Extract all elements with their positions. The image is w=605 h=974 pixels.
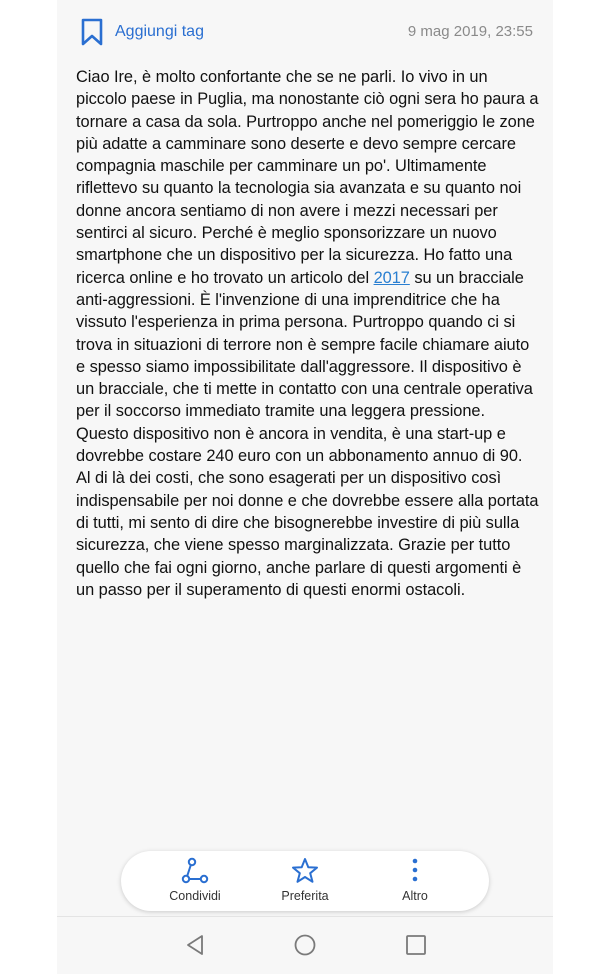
more-button[interactable] <box>365 851 465 911</box>
star-icon <box>290 857 320 885</box>
bookmark-icon <box>79 17 105 47</box>
share-button[interactable] <box>145 851 245 911</box>
more-vertical-icon <box>400 857 430 885</box>
share-label: Condividi <box>169 889 221 903</box>
note-paragraph-3: Al di là dei costi, che sono esagerati per un dispositivo così indispensabile per noi donne e che dovrebbe essere alla portata di tutti, mi sento di dire che bisognerebbe investire di più sulla sicurezza, che viene spesso marginalizzata. Grazie per tutto quello che fai ogni giorno, anche parlare di questi argomenti è un passo per il superamento di questi enormi ostacoli. <box>76 469 539 599</box>
note-paragraph-1 <box>76 66 541 423</box>
favorite-label: Preferita <box>281 889 329 903</box>
note-text-before-link: Ciao Ire, è molto confortante che se ne parli. Io vivo in un piccolo paese in Puglia, ma nonostante ciò ogni sera ho paura a tornare a casa da sola. Purtroppo anche nel pomeriggio le zone più adatte a camminare sono deserte e devo sempre cercare compagnia maschile per camminare un po'. Ultimamente riflettevo su quanto la tecnologia sia avanzata e su quanto noi donne ancora sentiamo di non avere i mezzi necessari per sentirci al sicuro. Perché è meglio sponsorizzare un nuovo smartphone che un dispositivo per la sicurezza. Ho fatto una ricerca online e ho trovato un articolo del <box>76 68 539 287</box>
back-icon[interactable] <box>183 933 207 957</box>
add-tag-button[interactable] <box>79 16 204 48</box>
note-header <box>57 0 553 62</box>
recents-icon[interactable] <box>404 933 428 957</box>
system-navigation-bar <box>57 916 553 974</box>
share-icon <box>180 857 210 885</box>
add-tag-label: Aggiungi tag <box>115 23 204 40</box>
year-link[interactable]: 2017 <box>373 268 410 287</box>
note-text-after-link: su un bracciale anti-aggressioni. È l'invenzione di una imprenditrice che ha vissuto l'esperienza in prima persona. Purtroppo quando ci si trova in situazioni di terrore non è sempre facile chiamare aiuto e spesso siamo impossibilitate dall'aggressore. Il dispositivo è un bracciale, che ti mette in contatto con una centrale operativa per il soccorso immediato tramite una leggera pressione. <box>76 268 533 421</box>
bottom-action-bar <box>121 851 489 911</box>
more-label: Altro <box>402 889 428 903</box>
notes-screen <box>57 0 553 973</box>
favorite-button[interactable] <box>255 851 355 911</box>
home-icon[interactable] <box>293 933 317 957</box>
note-paragraph-2: Questo dispositivo non è ancora in vendita, è una start-up e dovrebbe costare 240 euro con un abbonamento annuo di 90. <box>76 424 523 466</box>
note-timestamp: 9 mag 2019, 23:55 <box>407 23 533 40</box>
note-body[interactable] <box>76 66 541 601</box>
